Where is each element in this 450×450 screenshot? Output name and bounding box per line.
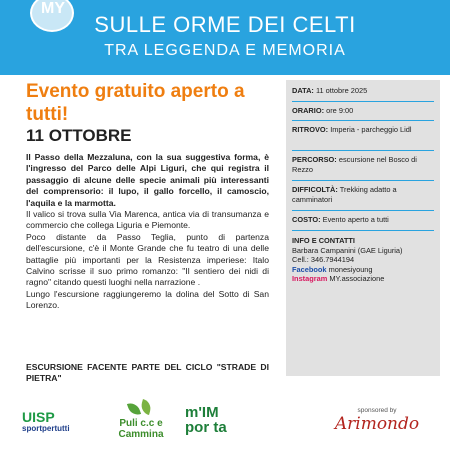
route-label: PERCORSO: (292, 155, 337, 164)
event-description (26, 152, 269, 312)
info-difficulty (292, 185, 438, 204)
page-title: SULLE ORME DEI CELTI (94, 12, 356, 37)
uisp-logo (22, 409, 92, 433)
description-paragraph-3: Poco distante da Passo Teglia, punto di partenza dell'escursione, c'è il Monte Grande che fu teatro di una delle battaglie più importanti per la Resistenza imperiese: Italo Calvino scrisse il suo primo romanzo: "Il sentiero dei nidi di ragno" citando questi luoghi nella narrazione . (26, 231, 269, 288)
facebook-contact[interactable] (292, 265, 438, 275)
description-paragraph-1: Il Passo della Mezzaluna, con la sua suggestiva forma, è l'ingresso del Parco delle Alpi Liguri, che qui registra il passaggio di alcune delle specie animali più interessanti del comprensorio: il lupo, il gallo forcello, il camoscio, l'aquila e la marmotta. (26, 152, 269, 208)
cost-value: Evento aperto a tutti (322, 215, 389, 224)
leaf-icon (124, 398, 158, 418)
date-value: 11 ottobre 2025 (315, 86, 368, 95)
time-value: ore 9:00 (326, 106, 354, 115)
info-cost (292, 215, 438, 225)
date-label: DATA: (292, 86, 314, 95)
info-meeting (292, 125, 438, 135)
sponsor-caption: sponsored by (357, 407, 397, 414)
header-banner (0, 0, 450, 75)
description-paragraph-2: Il valico si trova sulla Via Marenca, antica via di transumanza e commercio che collega Liguria e Piemonte. (26, 209, 269, 231)
sponsor-name: Arimondo (334, 414, 420, 434)
facebook-label: Facebook (292, 264, 327, 274)
info-sidebar (286, 80, 440, 376)
pc-logo-line2: Cammina (118, 429, 164, 440)
sponsor-logo (322, 407, 432, 434)
pulisci-e-cammina-logo (110, 398, 172, 440)
difficulty-value: Trekking adatto a camminatori (292, 185, 397, 204)
time-label: ORARIO: (292, 106, 325, 115)
divider (292, 210, 434, 211)
info-time (292, 106, 438, 116)
meeting-value: Imperia - parcheggio Lidl (330, 125, 412, 134)
event-closing: ESCURSIONE FACENTE PARTE DEL CICLO "STRADE DI PIETRA" (26, 362, 269, 383)
contacts-label: INFO E CONTATTI (292, 236, 355, 245)
uisp-logo-text: UISP (22, 409, 55, 425)
info-route (292, 155, 438, 174)
logo-text: MY (41, 0, 65, 17)
description-paragraph-4: Lungo l'escursione raggiungeremo la dolina del Sotto di San Lorenzo. (26, 288, 269, 311)
divider (292, 101, 434, 102)
facebook-handle: monesiyoung (328, 264, 373, 274)
divider (292, 120, 434, 121)
page-subtitle: TRA LEGGENDA E MEMORIA (104, 42, 346, 59)
info-date (292, 86, 438, 96)
uisp-logo-sub: sportpertutti (22, 424, 70, 433)
contact-name: Barbara Campanini (GAE Liguria) (292, 245, 403, 255)
event-date-big: 11 OTTOBRE (26, 126, 132, 145)
divider (292, 180, 434, 181)
mimporta-logo (185, 405, 240, 435)
instagram-handle: MY.associazione (329, 274, 385, 284)
event-headline: Evento gratuito aperto a tutti! (26, 81, 245, 125)
instagram-contact[interactable] (292, 274, 438, 284)
route-value: escursione nel Bosco di Rezzo (292, 155, 417, 174)
divider (292, 150, 434, 151)
mim-logo-line2: por ta (185, 419, 227, 436)
contact-phone[interactable]: Cell.: 346.7944194 (292, 255, 355, 265)
difficulty-label: DIFFICOLTÀ: (292, 185, 338, 194)
divider (292, 230, 434, 231)
mim-logo-line1: m'IM (185, 404, 219, 421)
meeting-label: RITROVO: (292, 125, 329, 134)
pc-logo-line1: Puli c.c e (119, 418, 163, 429)
info-contacts (292, 236, 438, 284)
instagram-label: Instagram (292, 274, 328, 284)
cost-label: COSTO: (292, 215, 321, 224)
